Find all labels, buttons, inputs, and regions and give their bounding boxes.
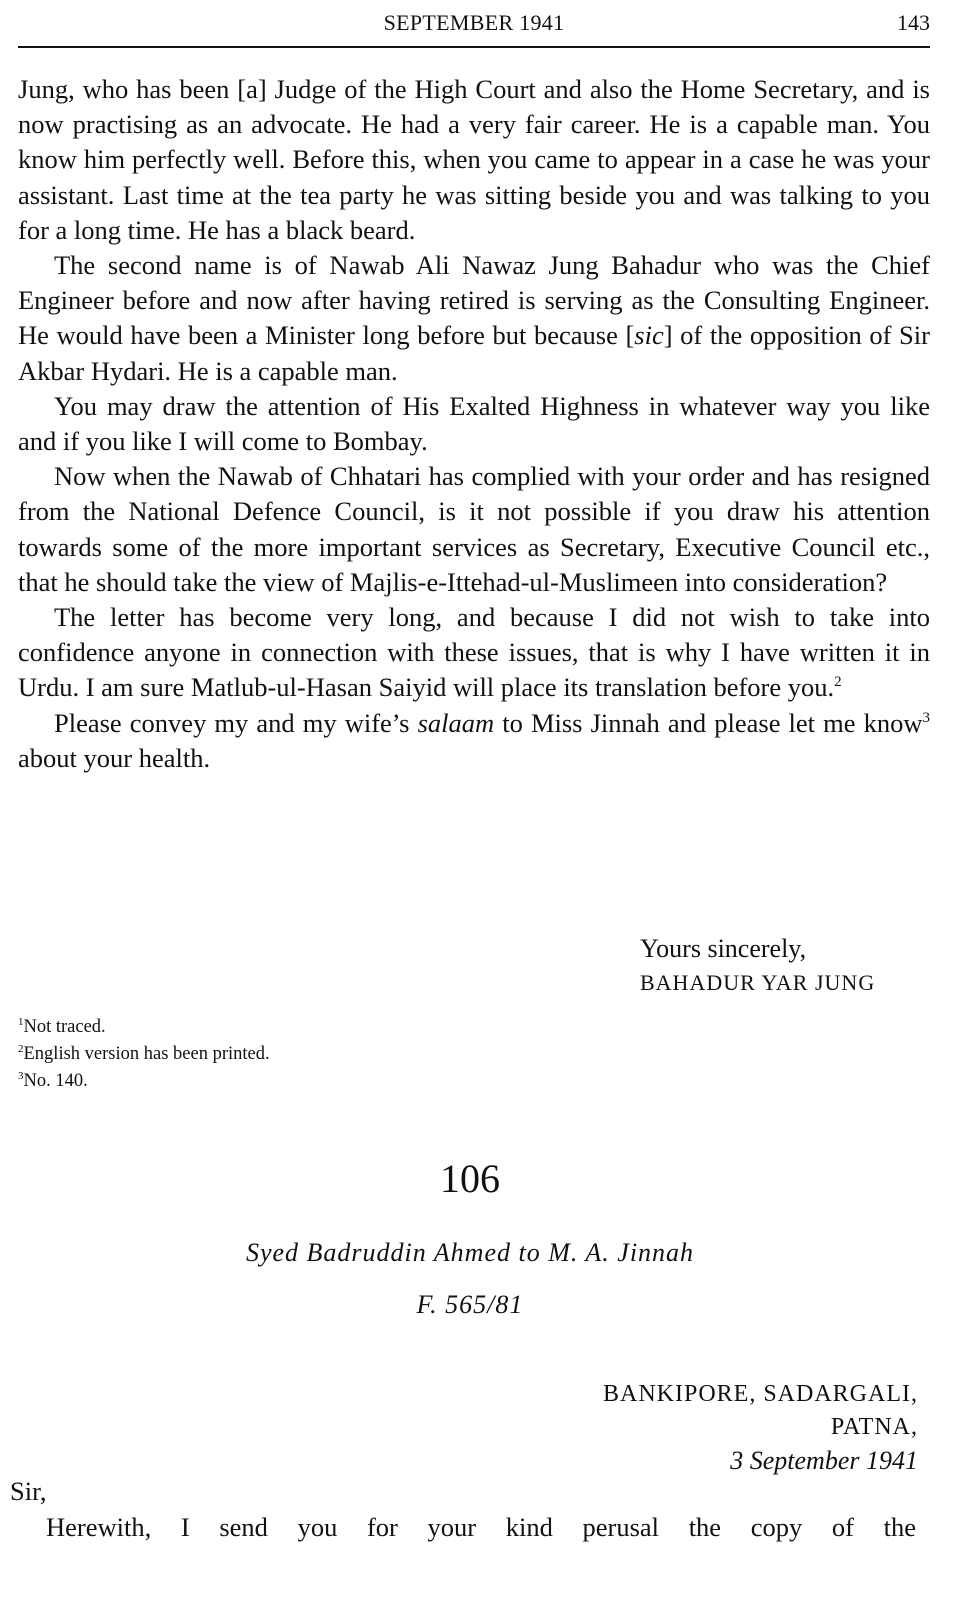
- paragraph-6: [18, 706, 930, 776]
- footnotes: [18, 1014, 270, 1095]
- footnote-num: 1: [18, 1015, 24, 1028]
- address-line-2: PATNA,: [830, 1414, 918, 1440]
- salaam-italic: salaam: [417, 707, 495, 738]
- footnote-text: Not traced.: [23, 1017, 106, 1037]
- signature-block: [640, 932, 875, 1000]
- paragraph-4: Now when the Nawab of Chhatari has complied with your order and has resigned from the National Defence Council, is it not possible if you draw his attention towards some of the more important services as Secretary, Executive Council etc., that he should take the view of Majlis-e-Ittehad-ul-Muslimeen into consideration?: [18, 461, 930, 597]
- footnote-num: 3: [18, 1069, 24, 1082]
- salutation: Sir,: [10, 1476, 47, 1506]
- paragraph-6-text-a: Please convey my and my wife’s: [54, 707, 418, 738]
- paragraph-5-text: The letter has become very long, and because I did not wish to take into confidence anyone in connection with these issues, that is why I have written it in Urdu. I am sure Matlub-ul-Hasan Saiyid will place its translation before you.: [18, 602, 930, 703]
- footnote-1: [18, 1014, 270, 1041]
- letter-date: 3 September 1941: [730, 1446, 918, 1475]
- letter-body: [18, 72, 930, 776]
- sic-italic: sic: [634, 320, 664, 351]
- document-title: Syed Badruddin Ahmed to M. A. Jinnah: [245, 1238, 695, 1267]
- footnote-ref-3: 3: [922, 709, 930, 726]
- running-header: [18, 6, 930, 40]
- document-reference: F. 565/81: [416, 1290, 524, 1319]
- footnote-3: [18, 1068, 270, 1095]
- paragraph-2-text-a: The second name is of Nawab Ali Nawaz Jung Bahadur who was the Chief Engineer before and now after having retired is serving as the Consulting Engineer. He would have been a Minister long before but because [: [18, 250, 930, 351]
- document-number: 106: [440, 1156, 500, 1201]
- page-number: 143: [897, 10, 930, 35]
- paragraph-6-text-c: about your health.: [18, 742, 211, 773]
- footnote-num: 2: [18, 1042, 24, 1055]
- sender-address: [603, 1378, 918, 1477]
- footnote-text: English version has been printed.: [23, 1044, 270, 1064]
- address-line-1: BANKIPORE, SADARGALI,: [602, 1381, 918, 1407]
- paragraph-2-text-b: ] of the opposition of Sir Akbar Hydari. He is a capable man.: [18, 320, 930, 386]
- running-header-title: SEPTEMBER 1941: [383, 10, 565, 35]
- footnote-text: No. 140.: [23, 1071, 88, 1091]
- paragraph-6-text-b: to Miss Jinnah and please let me know: [494, 707, 923, 738]
- footnote-ref-2: 2: [834, 674, 842, 691]
- opening-line: Herewith, I send you for your kind perusal the copy of the: [46, 1512, 916, 1542]
- paragraph-3: You may draw the attention of His Exalted Highness in whatever way you like and if you like I will come to Bombay.: [18, 390, 930, 457]
- footnote-2: [18, 1041, 270, 1068]
- paragraph-5: [18, 600, 930, 706]
- paragraph-1: Jung, who has been [a] Judge of the High Court and also the Home Secretary, and is now practising as an advocate. He had a very fair career. He is a capable man. You know him perfectly well. Before this, when you came to appear in a case he was your assistant. Last time at the tea party he was sitting beside you and was talking to you for a long time. He has a black beard.: [18, 74, 930, 245]
- header-rule: [18, 46, 930, 48]
- valediction: Yours sincerely,: [640, 934, 807, 963]
- paragraph-2: [18, 248, 930, 389]
- signatory-name: BAHADUR YAR JUNG: [640, 970, 876, 995]
